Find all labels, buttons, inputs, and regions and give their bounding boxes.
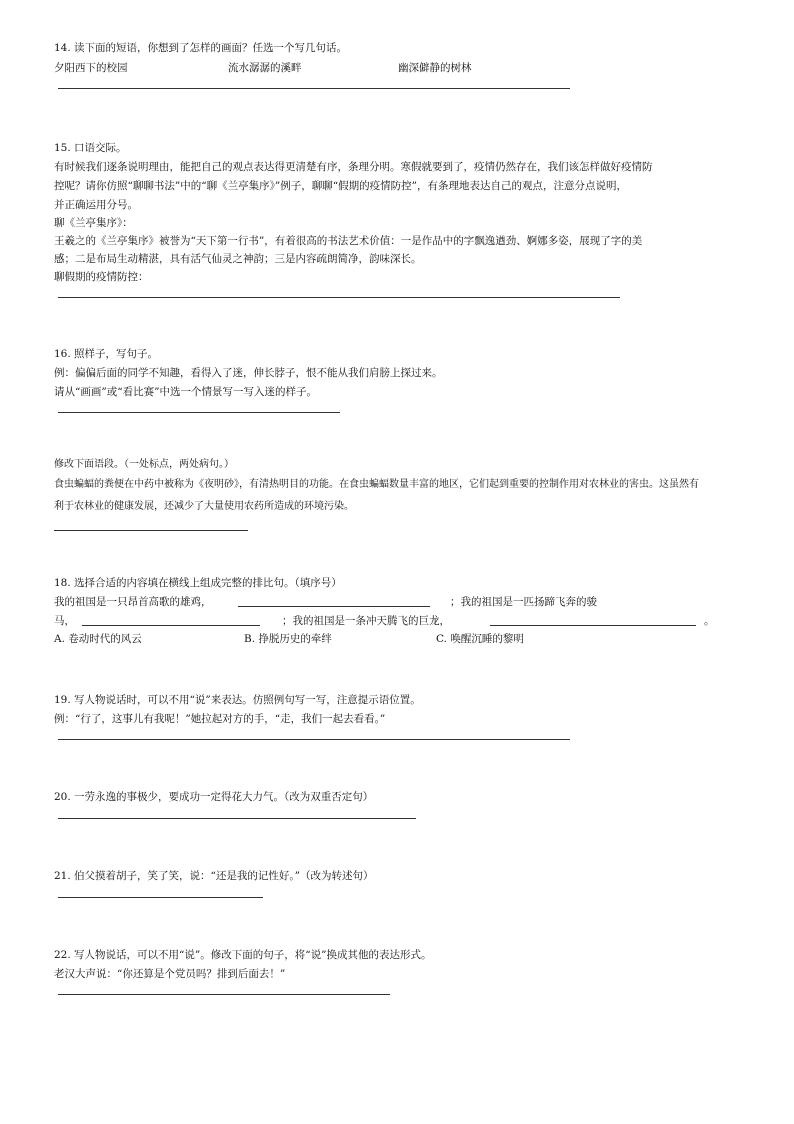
q15-text-line-2: 控呢？请你仿照“聊聊书法”中的“聊《兰亭集序》”例子，聊聊“假期的疫情防控”，有条理地表达自己的观点，注意分点说明，: [54, 180, 627, 192]
q16-title: 16. 照样子，写句子。: [54, 348, 159, 360]
q22-title: 22. 写人物说话，可以不用“说”。修改下面的句子，将“说”换成其他的表达形式。: [54, 949, 432, 961]
q16-instruction: 请从“画画”或“看比赛”中选一个情景写一写入迷的样子。: [54, 386, 317, 398]
q15-example-line-1: 王羲之的《兰亭集序》被誉为“天下第一行书”，有着很高的书法艺术价值：一是作品中的字飘逸遒劲、婀娜多姿，展现了字的美: [54, 235, 643, 247]
q18-blank-3[interactable]: [490, 625, 696, 626]
q22-sentence: 老汉大声说：“你还算是个党员吗？排到后面去！”: [54, 968, 286, 980]
q14-option-3: 幽深僻静的树林: [398, 62, 472, 74]
q18-choice-a: A. 卷动时代的风云: [54, 633, 142, 645]
q18-sentence-part-4: ；我的祖国是一条冲天腾飞的巨龙，: [282, 615, 450, 627]
q20-title: 20. 一劳永逸的事极少，要成功一定得花大力气。（改为双重否定句）: [54, 791, 374, 803]
q14-answer-line[interactable]: [58, 88, 570, 89]
q15-title: 15. 口语交际。: [54, 142, 127, 154]
q18-sentence-part-3: 马，: [54, 615, 75, 627]
q17-text-line-2: 利于农林业的健康发展，还减少了大量使用农药所造成的环境污染。: [54, 501, 354, 512]
q16-answer-line[interactable]: [58, 412, 340, 413]
q15-answer-line[interactable]: [58, 297, 620, 298]
q19-example: 例：“行了，这事儿有我呢！”她拉起对方的手，“走，我们一起去看看。”: [54, 713, 386, 725]
q14-option-1: 夕阳西下的校园: [54, 62, 128, 74]
q18-choice-b: B. 挣脱历史的牵绊: [244, 633, 332, 645]
q15-text-line-1: 有时候我们逐条说明理由，能把自己的观点表达得更清楚有序，条理分明。寒假就要到了，疫情仍然存在，我们该怎样做好疫情防: [54, 161, 653, 173]
q17-answer-line[interactable]: [54, 530, 248, 531]
q19-title: 19. 写人物说话时，可以不用“说”来表达。仿照例句写一写，注意提示语位置。: [54, 694, 421, 706]
q14-prompt: 14. 读下面的短语，你想到了怎样的画面？任选一个写几句话。: [54, 42, 348, 54]
q21-title: 21. 伯父摸着胡子，笑了笑，说：“还是我的记性好。”（改为转述句）: [54, 870, 374, 882]
q21-answer-line[interactable]: [58, 897, 263, 898]
q17-title: 修改下面语段。（一处标点，两处病句。）: [54, 459, 234, 470]
q18-sentence-part-1: 我的祖国是一只昂首高歌的雄鸡，: [54, 596, 212, 608]
q18-sentence-part-2: ；我的祖国是一匹扬蹄飞奔的骏: [450, 596, 597, 608]
q18-blank-1[interactable]: [238, 606, 430, 607]
q18-title: 18. 选择合适的内容填在横线上组成完整的排比句。（填序号）: [54, 577, 342, 589]
q15-example-title: 聊《兰亭集序》：: [54, 217, 133, 229]
q15-task-label: 聊假期的疫情防控：: [54, 271, 149, 283]
q15-example-line-2: 感；二是布局生动精湛，具有活气仙灵之神韵；三是内容疏朗简净，韵味深长。: [54, 253, 422, 265]
q18-choice-c: C. 唤醒沉睡的黎明: [436, 633, 524, 645]
q19-answer-line[interactable]: [58, 739, 570, 740]
q14-option-2: 流水潺潺的溪畔: [228, 62, 302, 74]
q20-answer-line[interactable]: [58, 818, 416, 819]
q18-blank-2[interactable]: [82, 625, 260, 626]
q17-text-line-1: 食虫蝙蝠的粪便在中药中被称为《夜明砂》，有清热明目的功能。在食虫蝙蝠数量丰富的地区，它们起到重要的控制作用对农林业的害虫。这虽然有: [54, 479, 699, 490]
q15-text-line-3: 并正确运用分号。: [54, 199, 138, 211]
q16-example: 例：偏偏后面的同学不知趣，看得入了迷，伸长脖子，恨不能从我们肩膀上探过来。: [54, 367, 443, 379]
q18-sentence-end: 。: [704, 615, 715, 627]
q22-answer-line[interactable]: [58, 994, 390, 995]
